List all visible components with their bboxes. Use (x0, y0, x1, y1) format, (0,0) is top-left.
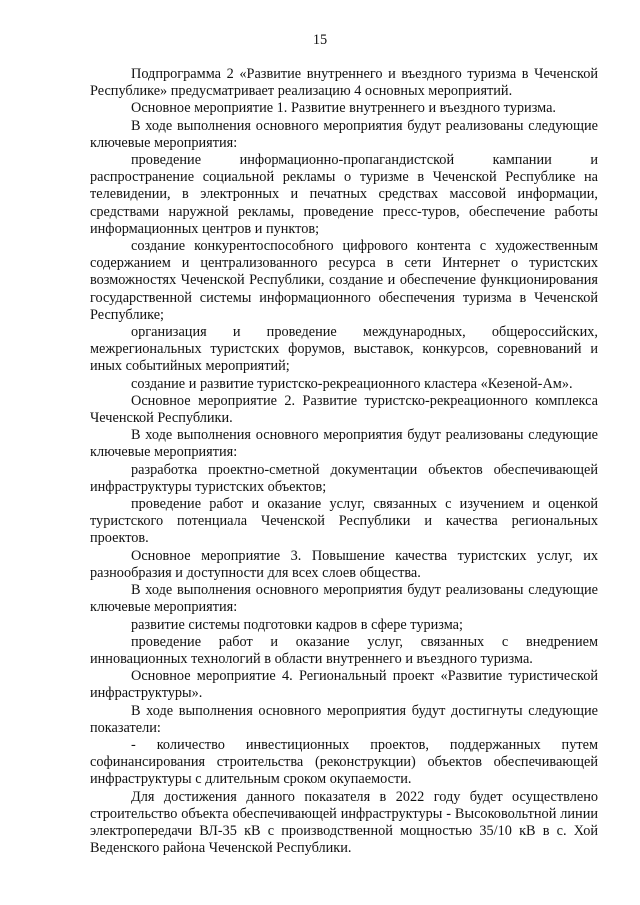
paragraph: создание конкурентоспособного цифрового контента с художественным содержанием и централизованного ресурса в сети Интернет о туристских возможностях Чеченской Республики, создание и обеспечение функционирования государственной системы информационного обеспечения туризма в Чеченской Республике; (90, 238, 598, 323)
paragraph: проведение работ и оказание услуг, связанных с внедрением инновационных технологий в области внутреннего и въездного туризма. (90, 633, 598, 667)
paragraph: Основное мероприятие 4. Региональный проект «Развитие туристической инфраструктуры». (90, 668, 598, 702)
page-number: 15 (312, 32, 328, 48)
paragraph: развитие системы подготовки кадров в сфере туризма; (131, 616, 463, 633)
paragraph: В ходе выполнения основного мероприятия будут достигнуты следующие показатели: (90, 702, 598, 736)
paragraph: Подпрограмма 2 «Развитие внутреннего и въездного туризма в Чеченской Республике» предусматривает реализацию 4 основных мероприятий. (90, 66, 598, 100)
paragraph: Для достижения данного показателя в 2022 году будет осуществлено строительство объекта обеспечивающей инфраструктуры - Высоковольтной линии электропередачи ВЛ-35 кВ с производственной мощностью 35/10 кВ в с. Хой Веденского района Чеченской Республики. (90, 788, 598, 857)
paragraph: Основное мероприятие 2. Развитие туристско-рекреационного комплекса Чеченской Республики. (90, 392, 598, 427)
paragraph: Основное мероприятие 3. Повышение качества туристских услуг, их разнообразия и доступности для всех слоев общества. (90, 547, 598, 581)
paragraph: проведение информационно-пропагандистской кампании и распространение социальной рекламы о туризме в Чеченской Республике на телевидении, в электронных и печатных средствах массовой информации, средствами наружной рекламы, проведение пресс-туров, обеспечение работы информационных центров и пунктов; (90, 152, 598, 237)
document-body (90, 66, 598, 857)
paragraph: В ходе выполнения основного мероприятия будут реализованы следующие ключевые мероприятия: (90, 427, 598, 461)
paragraph: В ходе выполнения основного мероприятия будут реализованы следующие ключевые мероприятия: (90, 117, 598, 151)
paragraph: организация и проведение международных, общероссийских, межрегиональных туристских форумов, выставок, конкурсов, соревнований и иных событийных мероприятий; (90, 324, 598, 375)
paragraph: проведение работ и оказание услуг, связанных с изучением и оценкой туристского потенциала Чеченской Республики и качества региональных проектов. (90, 496, 598, 547)
paragraph: - количество инвестиционных проектов, поддержанных путем софинансирования строительства (реконструкции) объектов обеспечивающей инфраструктуры с длительным сроком окупаемости. (90, 736, 598, 788)
paragraph: создание и развитие туристско-рекреационного кластера «Кезеной-Ам». (131, 375, 573, 392)
paragraph: В ходе выполнения основного мероприятия будут реализованы следующие ключевые мероприятия: (90, 582, 598, 616)
paragraph: разработка проектно-сметной документации объектов обеспечивающей инфраструктуры туристских объектов; (90, 461, 598, 495)
paragraph: Основное мероприятие 1. Развитие внутреннего и въездного туризма. (131, 100, 557, 117)
